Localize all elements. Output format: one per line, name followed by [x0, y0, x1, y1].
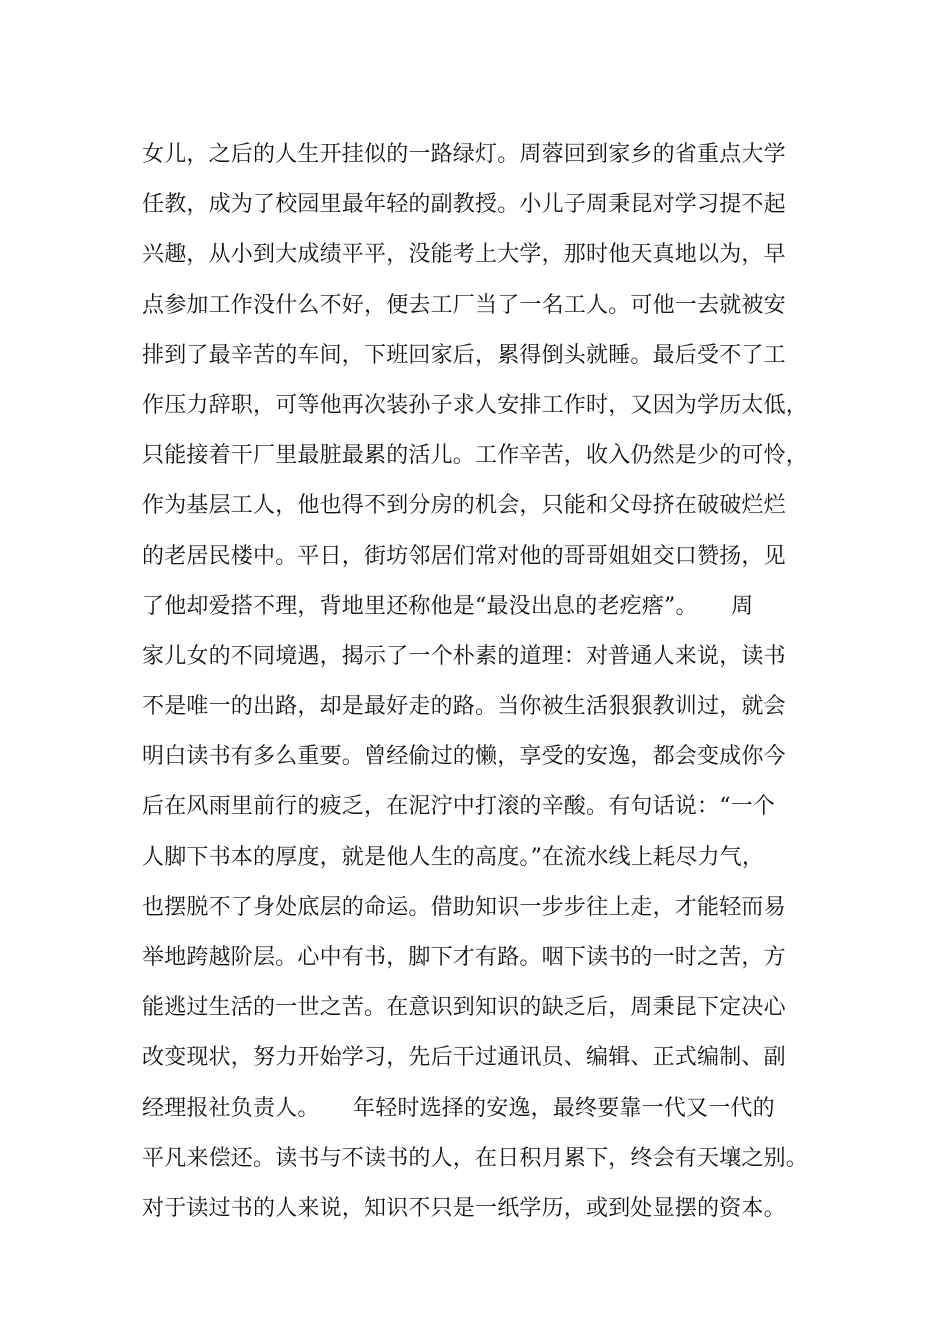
text-line: 的老居民楼中。平日，街坊邻居们常对他的哥哥姐姐交口赞扬，见: [142, 543, 786, 569]
text-line: 经理报社负责人。 年轻时选择的安逸，最终要靠一代又一代的: [142, 1095, 775, 1121]
text-line: 平凡来偿还。读书与不读书的人，在日积月累下，终会有天壤之别。: [142, 1145, 809, 1171]
text-line: 作为基层工人，他也得不到分房的机会，只能和父母挤在破破烂烂: [142, 493, 786, 519]
text-line: 不是唯一的出路，却是最好走的路。当你被生活狠狠教训过，就会: [142, 694, 786, 720]
text-line: 任教，成为了校园里最年轻的副教授。小儿子周秉昆对学习提不起: [142, 192, 786, 218]
text-line: 改变现状，努力开始学习，先后干过通讯员、编辑、正式编制、副: [142, 1045, 786, 1071]
text-line: 只能接着干厂里最脏最累的活儿。工作辛苦，收入仍然是少的可怜，: [142, 443, 809, 469]
text-line: 了他却爱搭不理，背地里还称他是“最没出息的老疙瘩”。 周: [142, 593, 754, 619]
text-line: 明白读书有多么重要。曾经偷过的懒，享受的安逸，都会变成你今: [142, 744, 786, 770]
text-line: 点参加工作没什么不好，便去工厂当了一名工人。可他一去就被安: [142, 292, 786, 318]
body-text: [142, 130, 822, 1234]
text-line: 兴趣，从小到大成绩平平，没能考上大学，那时他天真地以为，早: [142, 242, 786, 268]
text-line: 举地跨越阶层。心中有书，脚下才有路。咽下读书的一时之苦，方: [142, 945, 786, 970]
text-line: 也摆脱不了身处底层的命运。借助知识一步步往上走，才能轻而易: [142, 894, 786, 920]
text-line: 女儿，之后的人生开挂似的一路绿灯。周蓉回到家乡的省重点大学: [142, 142, 786, 167]
text-line: 能逃过生活的一世之苦。在意识到知识的缺乏后，周秉昆下定决心: [142, 995, 786, 1021]
text-line: 对于读过书的人来说，知识不只是一纸学历，或到处显摆的资本。: [142, 1195, 786, 1221]
text-line: 排到了最辛苦的车间，下班回家后，累得倒头就睡。最后受不了工: [142, 342, 786, 368]
text-line: 作压力辞职，可等他再次装孙子求人安排工作时，又因为学历太低，: [142, 392, 809, 418]
text-line: 人脚下书本的厚度，就是他人生的高度。”在流水线上耗尽力气，: [142, 844, 765, 870]
text-line: 家儿女的不同境遇，揭示了一个朴素的道理：对普通人来说，读书: [142, 643, 786, 669]
text-line: 后在风雨里前行的疲乏，在泥泞中打滚的辛酸。有句话说：“一个: [142, 794, 776, 820]
